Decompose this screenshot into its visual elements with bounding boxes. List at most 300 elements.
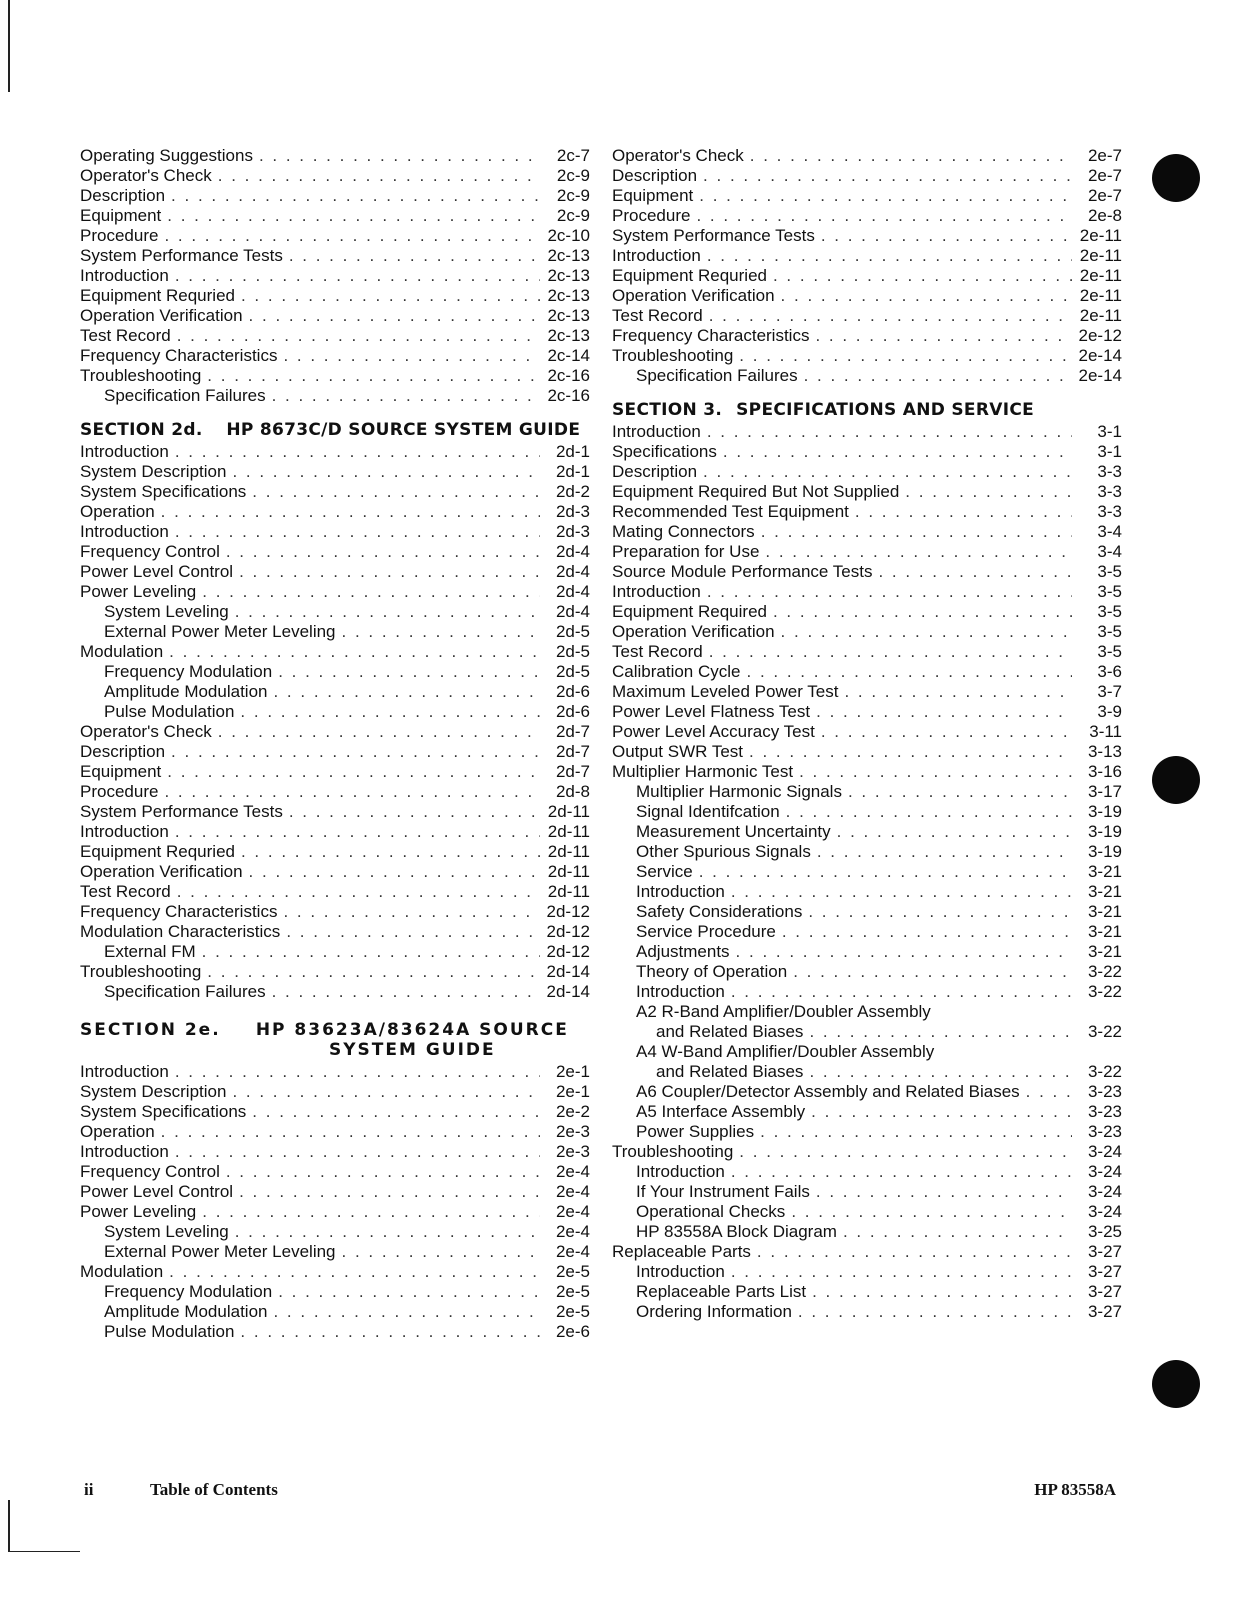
- toc-entry-title: Test Record: [612, 306, 703, 325]
- toc-entry: [612, 1042, 1122, 1062]
- dot-leader: [235, 602, 540, 622]
- toc-entry: [80, 326, 590, 346]
- toc-entry: [612, 522, 1122, 542]
- toc-entry: [612, 226, 1122, 246]
- dot-leader: [791, 1202, 1072, 1222]
- toc-entry-page: 2e-7: [1087, 166, 1122, 185]
- section-heading-2d: [80, 420, 590, 440]
- toc-entry: [80, 682, 590, 702]
- toc-entry-page: 3-27: [1087, 1302, 1122, 1321]
- page-edge-top-left: [8, 0, 10, 92]
- dot-leader: [202, 942, 540, 962]
- toc-entry: [80, 822, 590, 842]
- toc-entry-page: 3-3: [1097, 462, 1122, 481]
- toc-entry-title: Output SWR Test: [612, 742, 744, 761]
- toc-entry-page: 3-22: [1087, 1022, 1122, 1041]
- dot-leader: [793, 962, 1072, 982]
- toc-entry-title: HP 83558A Block Diagram: [636, 1222, 837, 1241]
- toc-entry-title: Multiplier Harmonic Signals: [636, 782, 842, 801]
- dot-leader: [259, 146, 540, 166]
- dot-leader: [252, 1102, 540, 1122]
- toc-entry-title: External Power Meter Leveling: [104, 1242, 336, 1261]
- toc-entry-title: System Specifications: [80, 482, 247, 501]
- dot-leader: [164, 782, 540, 802]
- toc-entry-page: 3-13: [1087, 742, 1122, 761]
- toc-entry: [80, 1082, 590, 1102]
- toc-entry-title: Signal Identifcation: [636, 802, 780, 821]
- toc-entry: [612, 1302, 1122, 1322]
- toc-entry-page: 3-3: [1097, 482, 1122, 501]
- toc-entry-page: 2c-10: [547, 226, 590, 245]
- dot-leader: [709, 642, 1072, 662]
- toc-entry-title: Troubleshooting: [612, 1142, 734, 1161]
- toc-entry: [612, 942, 1122, 962]
- toc-entry-title: Power Leveling: [80, 582, 197, 601]
- toc-entry-title: Calibration Cycle: [612, 662, 741, 681]
- toc-entry-page: 2d-3: [555, 502, 590, 521]
- toc-entry: [80, 186, 590, 206]
- dot-leader: [161, 1122, 540, 1142]
- dot-leader: [703, 166, 1072, 186]
- dot-leader: [816, 702, 1072, 722]
- toc-entry: [80, 266, 590, 286]
- toc-entry: [80, 642, 590, 662]
- toc-entry-page: 2c-16: [547, 386, 590, 405]
- toc-entry: [612, 146, 1122, 166]
- toc-entry-page: 3-24: [1087, 1202, 1122, 1221]
- dot-leader: [273, 682, 540, 702]
- toc-entry-page: 2e-5: [555, 1282, 590, 1301]
- toc-entry-page: 3-17: [1087, 782, 1122, 801]
- dot-leader: [808, 902, 1072, 922]
- toc-entry: [80, 226, 590, 246]
- toc-entry-page: 3-7: [1097, 682, 1122, 701]
- toc-entry: [612, 622, 1122, 642]
- toc-entry-page: 3-5: [1097, 602, 1122, 621]
- toc-entry-title: Theory of Operation: [636, 962, 788, 981]
- toc-entry: [80, 902, 590, 922]
- toc-entry-title: Description: [80, 186, 166, 205]
- toc-entry: [612, 246, 1122, 266]
- toc-entry-title: Introduction: [80, 266, 169, 285]
- punch-hole-bottom: [1152, 1360, 1200, 1408]
- toc-entry-title: Test Record: [80, 882, 171, 901]
- toc-entry-page: 3-9: [1097, 702, 1122, 721]
- toc-entry: [80, 842, 590, 862]
- toc-entry: [80, 502, 590, 522]
- dot-leader: [731, 1262, 1072, 1282]
- toc-entry: [80, 802, 590, 822]
- toc-entry-title: Frequency Modulation: [104, 662, 273, 681]
- toc-entry: [80, 582, 590, 602]
- toc-entry-page: 2e-8: [1087, 206, 1122, 225]
- dot-leader: [773, 266, 1072, 286]
- toc-entry-page: 2d-12: [546, 902, 590, 921]
- toc-entry-title: Power Level Accuracy Test: [612, 722, 815, 741]
- dot-leader: [781, 622, 1072, 642]
- toc-entry-page: 3-19: [1087, 842, 1122, 861]
- dot-leader: [760, 1122, 1072, 1142]
- toc-entry: [612, 542, 1122, 562]
- toc-entry-page: 2e-7: [1087, 146, 1122, 165]
- toc-entry-title: Equipment Requried: [80, 842, 235, 861]
- toc-entry: [80, 1262, 590, 1282]
- dot-leader: [342, 622, 540, 642]
- toc-entry-page: 2d-4: [555, 582, 590, 601]
- toc-entry-title: Modulation: [80, 1262, 164, 1281]
- toc-entry-title: Introduction: [80, 522, 169, 541]
- dot-leader: [226, 1162, 540, 1182]
- toc-entry-title: Specification Failures: [104, 982, 266, 1001]
- toc-entry: [612, 1242, 1122, 1262]
- toc-entry: [612, 1222, 1122, 1242]
- toc-entry-page: 2c-16: [547, 366, 590, 385]
- toc-entry: [80, 346, 590, 366]
- toc-entry-title: Operation: [80, 1122, 155, 1141]
- toc-entry-page: 2c-14: [547, 346, 590, 365]
- dot-leader: [235, 1222, 540, 1242]
- dot-leader: [773, 602, 1072, 622]
- toc-entry-title: Procedure: [80, 226, 159, 245]
- toc-entry-title: Replaceable Parts: [612, 1242, 751, 1261]
- dot-leader: [843, 1222, 1072, 1242]
- toc-entry: [612, 562, 1122, 582]
- dot-leader: [226, 542, 540, 562]
- dot-leader: [273, 1302, 540, 1322]
- toc-entry-page: 3-5: [1097, 582, 1122, 601]
- toc-entry-title: Equipment: [80, 762, 162, 781]
- toc-entry-title: Operation Verification: [612, 286, 775, 305]
- toc-entry: [80, 862, 590, 882]
- toc-entry-page: 3-11: [1089, 722, 1122, 741]
- toc-entry-page: 3-27: [1087, 1242, 1122, 1261]
- toc-entry-title: System Performance Tests: [80, 246, 283, 265]
- toc-entry-page: 2e-1: [555, 1082, 590, 1101]
- toc-entry-page: 2d-7: [555, 742, 590, 761]
- dot-leader: [837, 822, 1072, 842]
- toc-entry-page: 3-23: [1087, 1122, 1122, 1141]
- toc-entry-title: Operator's Check: [612, 146, 744, 165]
- toc-entry-title: System Specifications: [80, 1102, 247, 1121]
- toc-entry-title: Operation: [80, 502, 155, 521]
- toc-entry-page: 3-21: [1087, 942, 1122, 961]
- dot-leader: [816, 1182, 1072, 1202]
- toc-entry-title: Test Record: [612, 642, 703, 661]
- toc-entry: [612, 1102, 1122, 1122]
- toc-entry: [612, 922, 1122, 942]
- toc-entry: [80, 742, 590, 762]
- toc-entry: [612, 802, 1122, 822]
- dot-leader: [761, 522, 1072, 542]
- toc-entry-page: 2d-8: [555, 782, 590, 801]
- toc-entry-title: System Leveling: [104, 1222, 229, 1241]
- dot-leader: [169, 642, 540, 662]
- dot-leader: [252, 482, 540, 502]
- toc-entry-page: 3-21: [1087, 902, 1122, 921]
- toc-entry: [612, 462, 1122, 482]
- toc-entry-page: 3-21: [1087, 922, 1122, 941]
- toc-entry-page: 2d-14: [546, 962, 590, 981]
- dot-leader: [342, 1242, 540, 1262]
- toc-entry-title: Service: [636, 862, 693, 881]
- toc-entry: [612, 1202, 1122, 1222]
- toc-entry-page: 2e-14: [1078, 366, 1122, 385]
- toc-entry-page: 2e-4: [555, 1222, 590, 1241]
- toc-entry: [80, 146, 590, 166]
- dot-leader: [696, 206, 1072, 226]
- toc-entry: [80, 602, 590, 622]
- toc-entry-title: Ordering Information: [636, 1302, 792, 1321]
- dot-leader: [815, 326, 1072, 346]
- toc-entry-page: 2d-11: [547, 822, 590, 841]
- toc-entry-title: Equipment: [612, 186, 694, 205]
- toc-entry-page: 3-19: [1087, 802, 1122, 821]
- toc-list-2d: [80, 442, 590, 1002]
- dot-leader: [175, 822, 540, 842]
- toc-entry: [612, 782, 1122, 802]
- dot-leader: [798, 1302, 1072, 1322]
- toc-entry-title: Frequency Modulation: [104, 1282, 273, 1301]
- dot-leader: [811, 1102, 1072, 1122]
- toc-entry-title: Introduction: [80, 822, 169, 841]
- toc-entry-title: Measurement Uncertainty: [636, 822, 831, 841]
- dot-leader: [202, 1202, 540, 1222]
- toc-list-2e: [80, 1062, 590, 1342]
- dot-leader: [786, 802, 1072, 822]
- toc-entry-title: Replaceable Parts List: [636, 1282, 807, 1301]
- toc-entry-title: Introduction: [612, 422, 701, 441]
- toc-entry-page: 3-21: [1087, 862, 1122, 881]
- dot-leader: [855, 502, 1072, 522]
- toc-entry-title: External FM: [104, 942, 196, 961]
- toc-left-column: [80, 146, 590, 1342]
- dot-leader: [239, 562, 540, 582]
- dot-leader: [731, 982, 1072, 1002]
- toc-list-2e-cont: [612, 146, 1122, 386]
- dot-leader: [278, 1282, 540, 1302]
- dot-leader: [750, 146, 1072, 166]
- toc-entry-title: Operation Verification: [80, 306, 243, 325]
- toc-entry-page: 2e-11: [1079, 306, 1122, 325]
- dot-leader: [218, 722, 540, 742]
- toc-entry: [612, 206, 1122, 226]
- page-edge-bottom-line: [8, 1551, 80, 1552]
- toc-entry: [612, 1182, 1122, 1202]
- toc-entry-page: 3-25: [1087, 1222, 1122, 1241]
- toc-entry: [80, 1142, 590, 1162]
- toc-entry: [80, 522, 590, 542]
- toc-entry-page: 2e-5: [555, 1302, 590, 1321]
- toc-entry-page: 3-27: [1087, 1282, 1122, 1301]
- toc-entry-page: 3-4: [1097, 522, 1122, 541]
- toc-entry-page: 2e-11: [1079, 226, 1122, 245]
- dot-leader: [175, 522, 540, 542]
- dot-leader: [739, 1142, 1072, 1162]
- dot-leader: [757, 1242, 1072, 1262]
- toc-entry-title: Equipment Requried: [612, 266, 767, 285]
- dot-leader: [239, 1182, 540, 1202]
- toc-entry-title: A5 Interface Assembly: [636, 1102, 806, 1121]
- toc-entry: [612, 286, 1122, 306]
- toc-entry-title: If Your Instrument Fails: [636, 1182, 810, 1201]
- toc-entry: [80, 482, 590, 502]
- section-title: SPECIFICATIONS AND SERVICE: [736, 400, 1035, 420]
- dot-leader: [240, 702, 540, 722]
- toc-entry-page: 2d-14: [546, 982, 590, 1001]
- toc-entry-title: System Leveling: [104, 602, 229, 621]
- toc-entry-page: 3-27: [1087, 1262, 1122, 1281]
- toc-entry-page: 3-16: [1087, 762, 1122, 781]
- dot-leader: [286, 922, 540, 942]
- toc-entry-page: 2d-11: [547, 802, 590, 821]
- toc-entry: [612, 642, 1122, 662]
- dot-leader: [699, 862, 1072, 882]
- toc-entry: [612, 442, 1122, 462]
- dot-leader: [878, 562, 1072, 582]
- toc-entry: [612, 1262, 1122, 1282]
- toc-entry-page: 3-5: [1097, 622, 1122, 641]
- dot-leader: [175, 1142, 540, 1162]
- dot-leader: [218, 166, 540, 186]
- toc-entry-page: 2e-3: [555, 1142, 590, 1161]
- dot-leader: [821, 722, 1072, 742]
- toc-entry-title: Operator's Check: [80, 722, 212, 741]
- toc-entry-title: A4 W-Band Amplifier/Doubler Assembly: [636, 1042, 935, 1061]
- toc-entry-page: 2e-6: [555, 1322, 590, 1341]
- dot-leader: [703, 462, 1072, 482]
- dot-leader: [736, 942, 1072, 962]
- toc-entry-page: 2c-13: [547, 246, 590, 265]
- toc-entry: [612, 982, 1122, 1002]
- toc-entry: [612, 822, 1122, 842]
- toc-entry: [80, 762, 590, 782]
- dot-leader: [781, 286, 1072, 306]
- toc-entry-page: 2e-2: [555, 1102, 590, 1121]
- dot-leader: [782, 922, 1072, 942]
- toc-entry: [612, 1082, 1122, 1102]
- dot-leader: [905, 482, 1072, 502]
- toc-entry-title: Description: [80, 742, 166, 761]
- toc-entry-title: Introduction: [636, 882, 725, 901]
- dot-leader: [289, 246, 540, 266]
- toc-entry-title: Mating Connectors: [612, 522, 755, 541]
- toc-entry-title: Pulse Modulation: [104, 1322, 235, 1341]
- toc-entry: [80, 1242, 590, 1262]
- toc-entry-title: Procedure: [612, 206, 691, 225]
- dot-leader: [731, 1162, 1072, 1182]
- dot-leader: [812, 1282, 1072, 1302]
- dot-leader: [707, 582, 1072, 602]
- toc-entry-title: Modulation Characteristics: [80, 922, 281, 941]
- toc-entry-page: 2e-7: [1087, 186, 1122, 205]
- toc-entry: [612, 1122, 1122, 1142]
- toc-entry-title: Frequency Characteristics: [612, 326, 810, 345]
- toc-entry-page: 2d-1: [555, 462, 590, 481]
- section-heading-2e: [80, 1020, 590, 1060]
- toc-entry-page: 2d-4: [555, 562, 590, 581]
- toc-entry-page: 2d-7: [555, 762, 590, 781]
- toc-entry-title: Introduction: [80, 442, 169, 461]
- toc-entry-title: Equipment Requried: [80, 286, 235, 305]
- toc-entry: [612, 326, 1122, 346]
- toc-entry-page: 2c-13: [547, 286, 590, 305]
- punch-hole-middle: [1152, 756, 1200, 804]
- toc-entry-page: 2d-11: [547, 882, 590, 901]
- section-label: SECTION 3.: [612, 400, 723, 420]
- toc-entry-page: 3-5: [1097, 562, 1122, 581]
- toc-entry: [612, 422, 1122, 442]
- dot-leader: [241, 842, 540, 862]
- footer-title: Table of Contents: [150, 1480, 278, 1499]
- toc-entry-page: 2c-7: [556, 146, 590, 165]
- toc-entry-title: and Related Biases: [656, 1022, 804, 1041]
- dot-leader: [707, 422, 1072, 442]
- toc-entry-page: 3-1: [1097, 422, 1122, 441]
- toc-entry-page: 3-24: [1087, 1162, 1122, 1181]
- toc-entry-title: Procedure: [80, 782, 159, 801]
- toc-entry: [80, 702, 590, 722]
- toc-entry: [80, 982, 590, 1002]
- toc-entry: [612, 482, 1122, 502]
- section-title: HP 83623A/83624A SOURCE SYSTEM GUIDE: [255, 1020, 569, 1060]
- toc-entry-title: Frequency Control: [80, 1162, 220, 1181]
- toc-entry-title: Description: [612, 462, 698, 481]
- footer-model: HP 83558A: [1034, 1480, 1116, 1499]
- toc-entry-title: Power Supplies: [636, 1122, 755, 1141]
- toc-entry: [612, 582, 1122, 602]
- dot-leader: [699, 186, 1072, 206]
- toc-entry-title: Operating Suggestions: [80, 146, 253, 165]
- dot-leader: [765, 542, 1072, 562]
- toc-entry-page: 2d-6: [555, 682, 590, 701]
- toc-right-column: [612, 146, 1122, 1322]
- toc-entry: [612, 862, 1122, 882]
- dot-leader: [1026, 1082, 1072, 1102]
- dot-leader: [821, 226, 1072, 246]
- toc-entry: [612, 346, 1122, 366]
- toc-entry-title: Introduction: [636, 1262, 725, 1281]
- toc-entry-page: 2e-11: [1079, 246, 1122, 265]
- toc-entry-page: 3-3: [1097, 502, 1122, 521]
- toc-entry: [612, 502, 1122, 522]
- dot-leader: [747, 662, 1073, 682]
- toc-entry-title: Amplitude Modulation: [104, 1302, 268, 1321]
- dot-leader: [707, 246, 1072, 266]
- dot-leader: [731, 882, 1072, 902]
- toc-entry-title: Equipment: [80, 206, 162, 225]
- toc-entry-title: Power Level Control: [80, 1182, 234, 1201]
- toc-entry: [80, 442, 590, 462]
- toc-entry: [612, 842, 1122, 862]
- toc-entry: [80, 1202, 590, 1222]
- toc-entry-title: Source Module Performance Tests: [612, 562, 873, 581]
- toc-entry: [612, 1162, 1122, 1182]
- toc-entry-page: 3-23: [1087, 1102, 1122, 1121]
- toc-entry: [80, 722, 590, 742]
- toc-entry-title: System Description: [80, 462, 227, 481]
- toc-entry-page: 3-21: [1087, 882, 1122, 901]
- toc-entry-title: Operator's Check: [80, 166, 212, 185]
- dot-leader: [283, 346, 540, 366]
- toc-entry: [612, 742, 1122, 762]
- toc-entry: [80, 962, 590, 982]
- toc-entry-title: Introduction: [80, 1062, 169, 1081]
- toc-entry: [80, 662, 590, 682]
- toc-entry-page: 2d-2: [555, 482, 590, 501]
- toc-entry: [80, 1162, 590, 1182]
- toc-entry: [612, 1022, 1122, 1042]
- footer-page-number: ii: [84, 1480, 94, 1499]
